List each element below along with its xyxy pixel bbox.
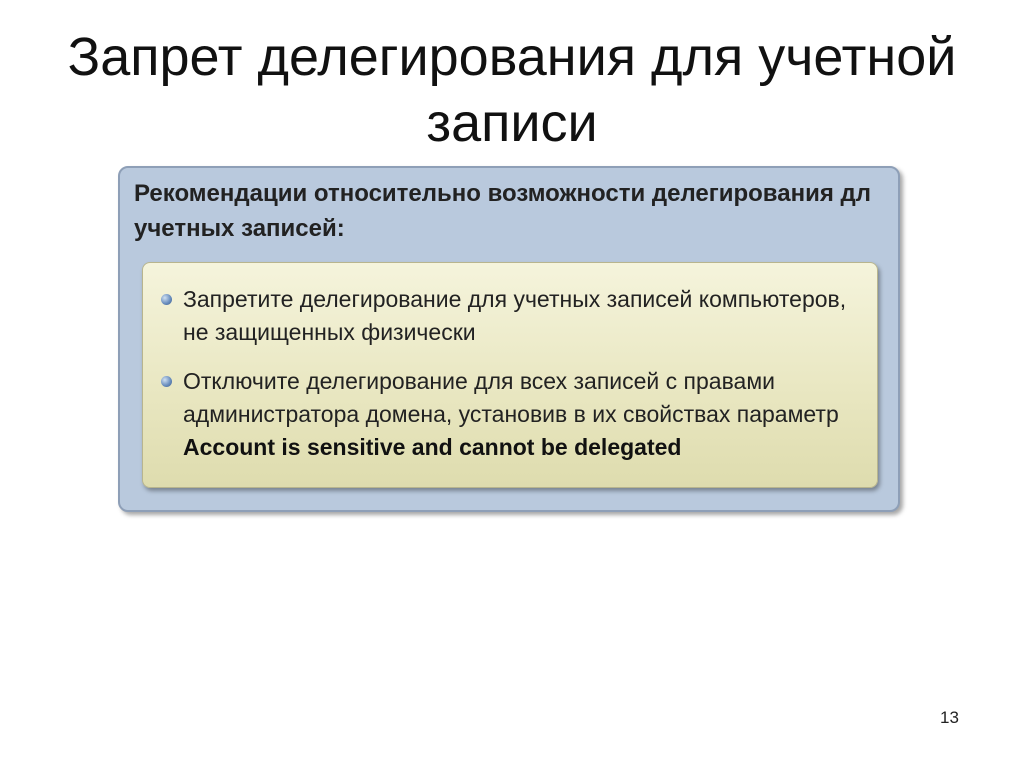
panel-heading: Рекомендации относительно возможности делегирования дл учетных записей: bbox=[134, 180, 871, 242]
bullet-icon bbox=[161, 376, 172, 387]
bullet-item-1 bbox=[157, 283, 867, 349]
recommendations-list-box bbox=[142, 262, 878, 488]
bullet-text: Запретите делегирование для учетных записей компьютеров, не защищенных физически bbox=[183, 286, 847, 345]
recommendations-panel bbox=[118, 166, 900, 512]
bullet-text: Отключите делегирование для всех записей с правами администратора домена, установив в их свойствах параметр bbox=[183, 368, 839, 427]
bullet-setting-name: Account is sensitive and cannot be delegated bbox=[183, 434, 682, 460]
bullet-item-2 bbox=[157, 365, 867, 464]
bullet-icon bbox=[161, 294, 172, 305]
bullet-list bbox=[157, 283, 867, 480]
slide-title: Запрет делегирования для учетной записи bbox=[67, 27, 957, 153]
page-number: 13 bbox=[940, 708, 959, 727]
